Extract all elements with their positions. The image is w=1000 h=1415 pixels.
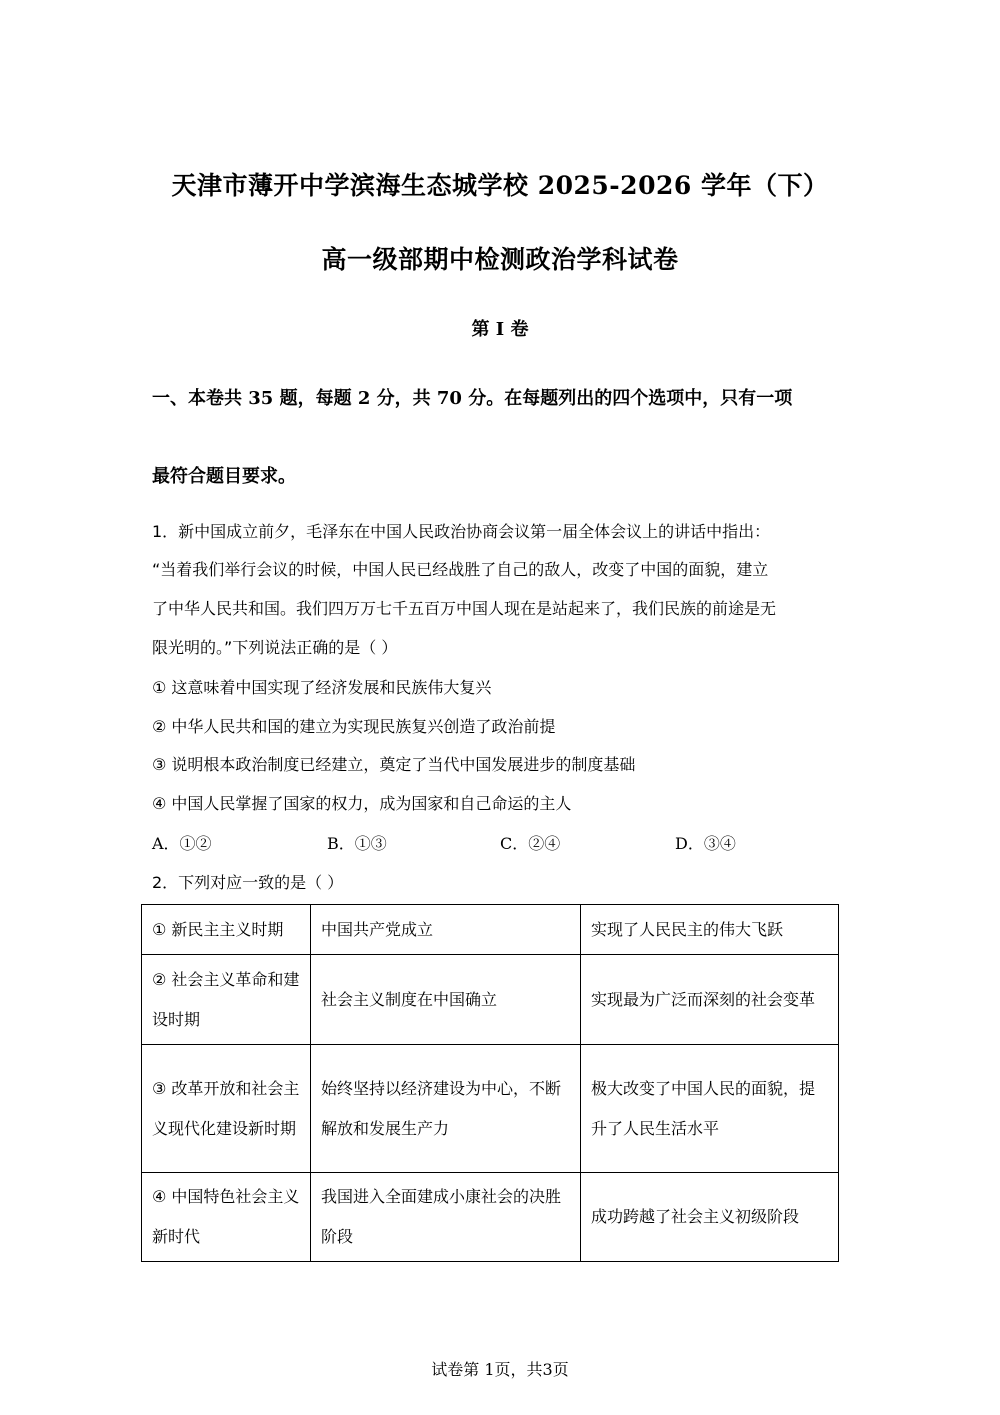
table-cell-result: 实现了人民民主的伟大飞跃 xyxy=(581,905,839,955)
question1-stem-line: “当着我们举行会议的时候，中国人民已经战胜了自己的敌人，改变了中国的面貌，建立 xyxy=(152,560,769,579)
question1-statement: ② 中华人民共和国的建立为实现民族复兴创造了政治前提 xyxy=(152,717,556,736)
table-row xyxy=(142,955,839,1045)
table-cell-period: ④ 中国特色社会主义新时代 xyxy=(142,1173,311,1262)
table-cell-event: 社会主义制度在中国确立 xyxy=(311,955,581,1045)
table-cell-result: 成功跨越了社会主义初级阶段 xyxy=(581,1173,839,1262)
table-row xyxy=(142,905,839,955)
question2-stem: 2．下列对应一致的是（ ） xyxy=(152,873,344,892)
question1-option-b: B．①③ xyxy=(327,834,387,853)
table-row xyxy=(142,1173,839,1262)
table-cell-period: ③ 改革开放和社会主义现代化建设新时期 xyxy=(142,1045,311,1173)
table-cell-result: 实现最为广泛而深刻的社会变革 xyxy=(581,955,839,1045)
table-cell-period: ① 新民主主义时期 xyxy=(142,905,311,955)
volume-heading: 第 I 卷 xyxy=(471,319,529,340)
question1-option-d: D．③④ xyxy=(675,834,736,853)
section-instruction-line2: 最符合题目要求。 xyxy=(152,466,296,487)
page-footer: 试卷第 1页，共3页 xyxy=(431,1360,569,1379)
table-cell-period: ② 社会主义革命和建设时期 xyxy=(142,955,311,1045)
exam-title-line1: 天津市薄开中学滨海生态城学校 2025-2026 学年（下） xyxy=(171,171,829,200)
question1-statement: ④ 中国人民掌握了国家的权力，成为国家和自己命运的主人 xyxy=(152,794,572,813)
table-cell-event: 始终坚持以经济建设为中心，不断解放和发展生产力 xyxy=(311,1045,581,1173)
question1-statement: ③ 说明根本政治制度已经建立，奠定了当代中国发展进步的制度基础 xyxy=(152,755,636,774)
section-instruction-line1: 一、本卷共 35 题，每题 2 分，共 70 分。在每题列出的四个选项中，只有一项 xyxy=(152,388,793,409)
question1-stem-line: 了中华人民共和国。我们四万万七千五百万中国人现在是站起来了，我们民族的前途是无 xyxy=(152,599,777,618)
exam-title-line2: 高一级部期中检测政治学科试卷 xyxy=(321,245,679,274)
table-cell-event: 我国进入全面建成小康社会的决胜阶段 xyxy=(311,1173,581,1262)
question2-table xyxy=(141,904,839,1262)
question1-statement: ① 这意味着中国实现了经济发展和民族伟大复兴 xyxy=(152,678,492,697)
table-cell-event: 中国共产党成立 xyxy=(311,905,581,955)
question1-option-a: A．①② xyxy=(152,834,212,853)
question1-stem-line: 1．新中国成立前夕，毛泽东在中国人民政治协商会议第一届全体会议上的讲话中指出： xyxy=(152,522,771,541)
question1-stem-line: 限光明的。”下列说法正确的是（ ） xyxy=(152,638,398,657)
question1-option-c: C．②④ xyxy=(500,834,561,853)
table-cell-result: 极大改变了中国人民的面貌，提升了人民生活水平 xyxy=(581,1045,839,1173)
table-row xyxy=(142,1045,839,1173)
